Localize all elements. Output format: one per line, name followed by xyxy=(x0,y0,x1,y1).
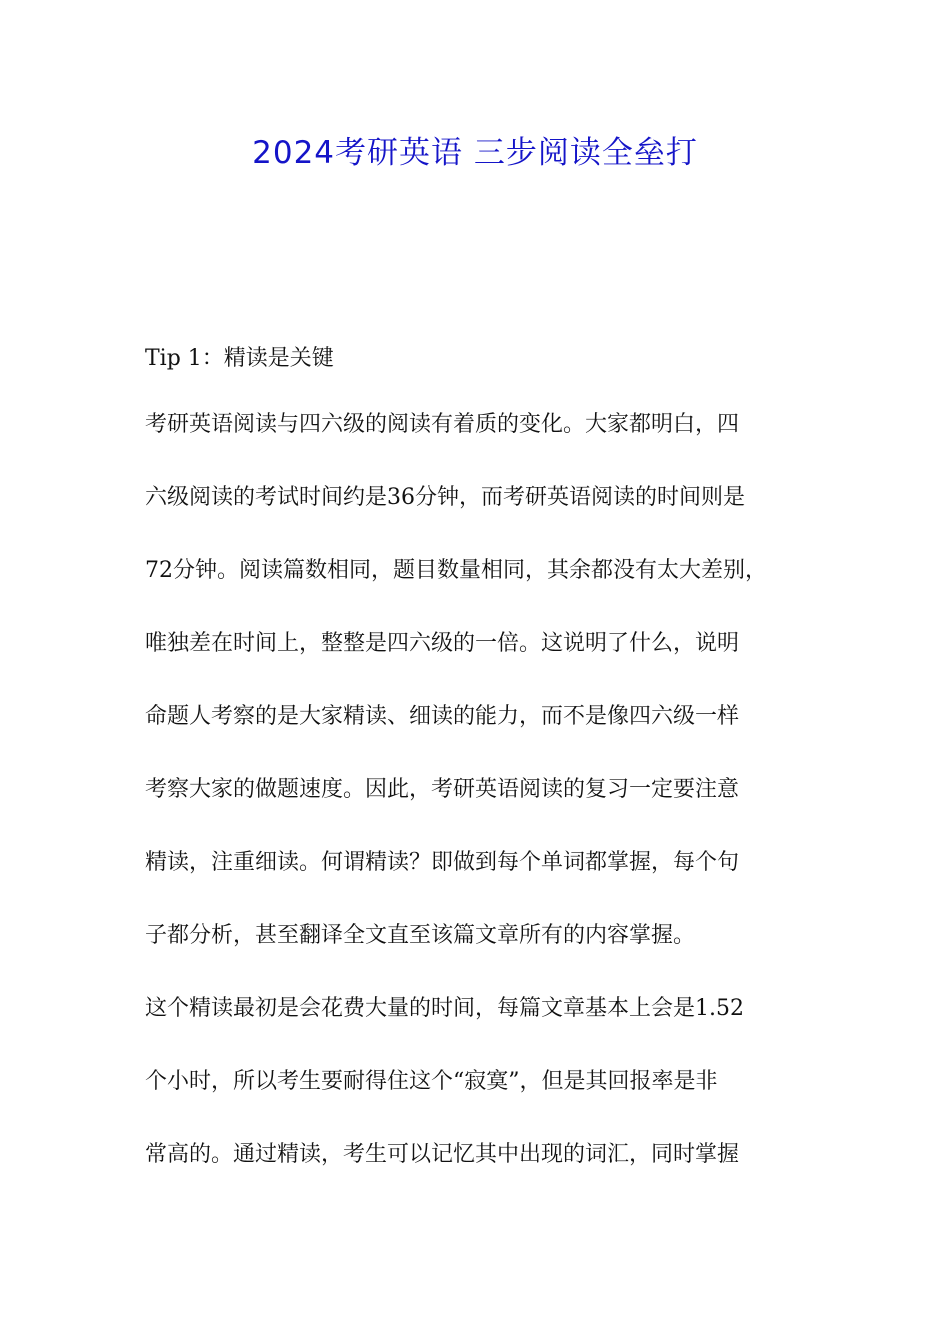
paragraph-line: 这个精读最初是会花费大量的时间，每篇文章基本上会是1.52 xyxy=(145,996,744,1021)
paragraph-line: 子都分析，甚至翻译全文直至该篇文章所有的内容掌握。 xyxy=(145,923,696,948)
paragraph-line: 个小时，所以考生要耐得住这个“寂寞”，但是其回报率是非 xyxy=(145,1069,718,1094)
paragraph-line: 命题人考察的是大家精读、细读的能力，而不是像四六级一样 xyxy=(145,704,740,729)
paragraph-line: 唯独差在时间上，整整是四六级的一倍。这说明了什么，说明 xyxy=(145,631,740,656)
paragraph-line: 考研英语阅读与四六级的阅读有着质的变化。大家都明白，四 xyxy=(145,412,740,437)
document-body xyxy=(145,334,815,1203)
section-heading: Tip 1：精读是关键 xyxy=(145,346,334,371)
document-title: 2024考研英语 三步阅读全垒打 xyxy=(252,135,698,171)
paragraph-line: 常高的。通过精读，考生可以记忆其中出现的词汇，同时掌握 xyxy=(145,1142,740,1167)
paragraph-line: 考察大家的做题速度。因此，考研英语阅读的复习一定要注意 xyxy=(145,777,740,802)
paragraph-line: 72分钟。阅读篇数相同，题目数量相同，其余都没有太大差别， xyxy=(145,558,767,583)
paragraph-line: 精读，注重细读。何谓精读？即做到每个单词都掌握，每个句 xyxy=(145,850,740,875)
paragraph-line: 六级阅读的考试时间约是36分钟，而考研英语阅读的时间则是 xyxy=(145,485,745,510)
